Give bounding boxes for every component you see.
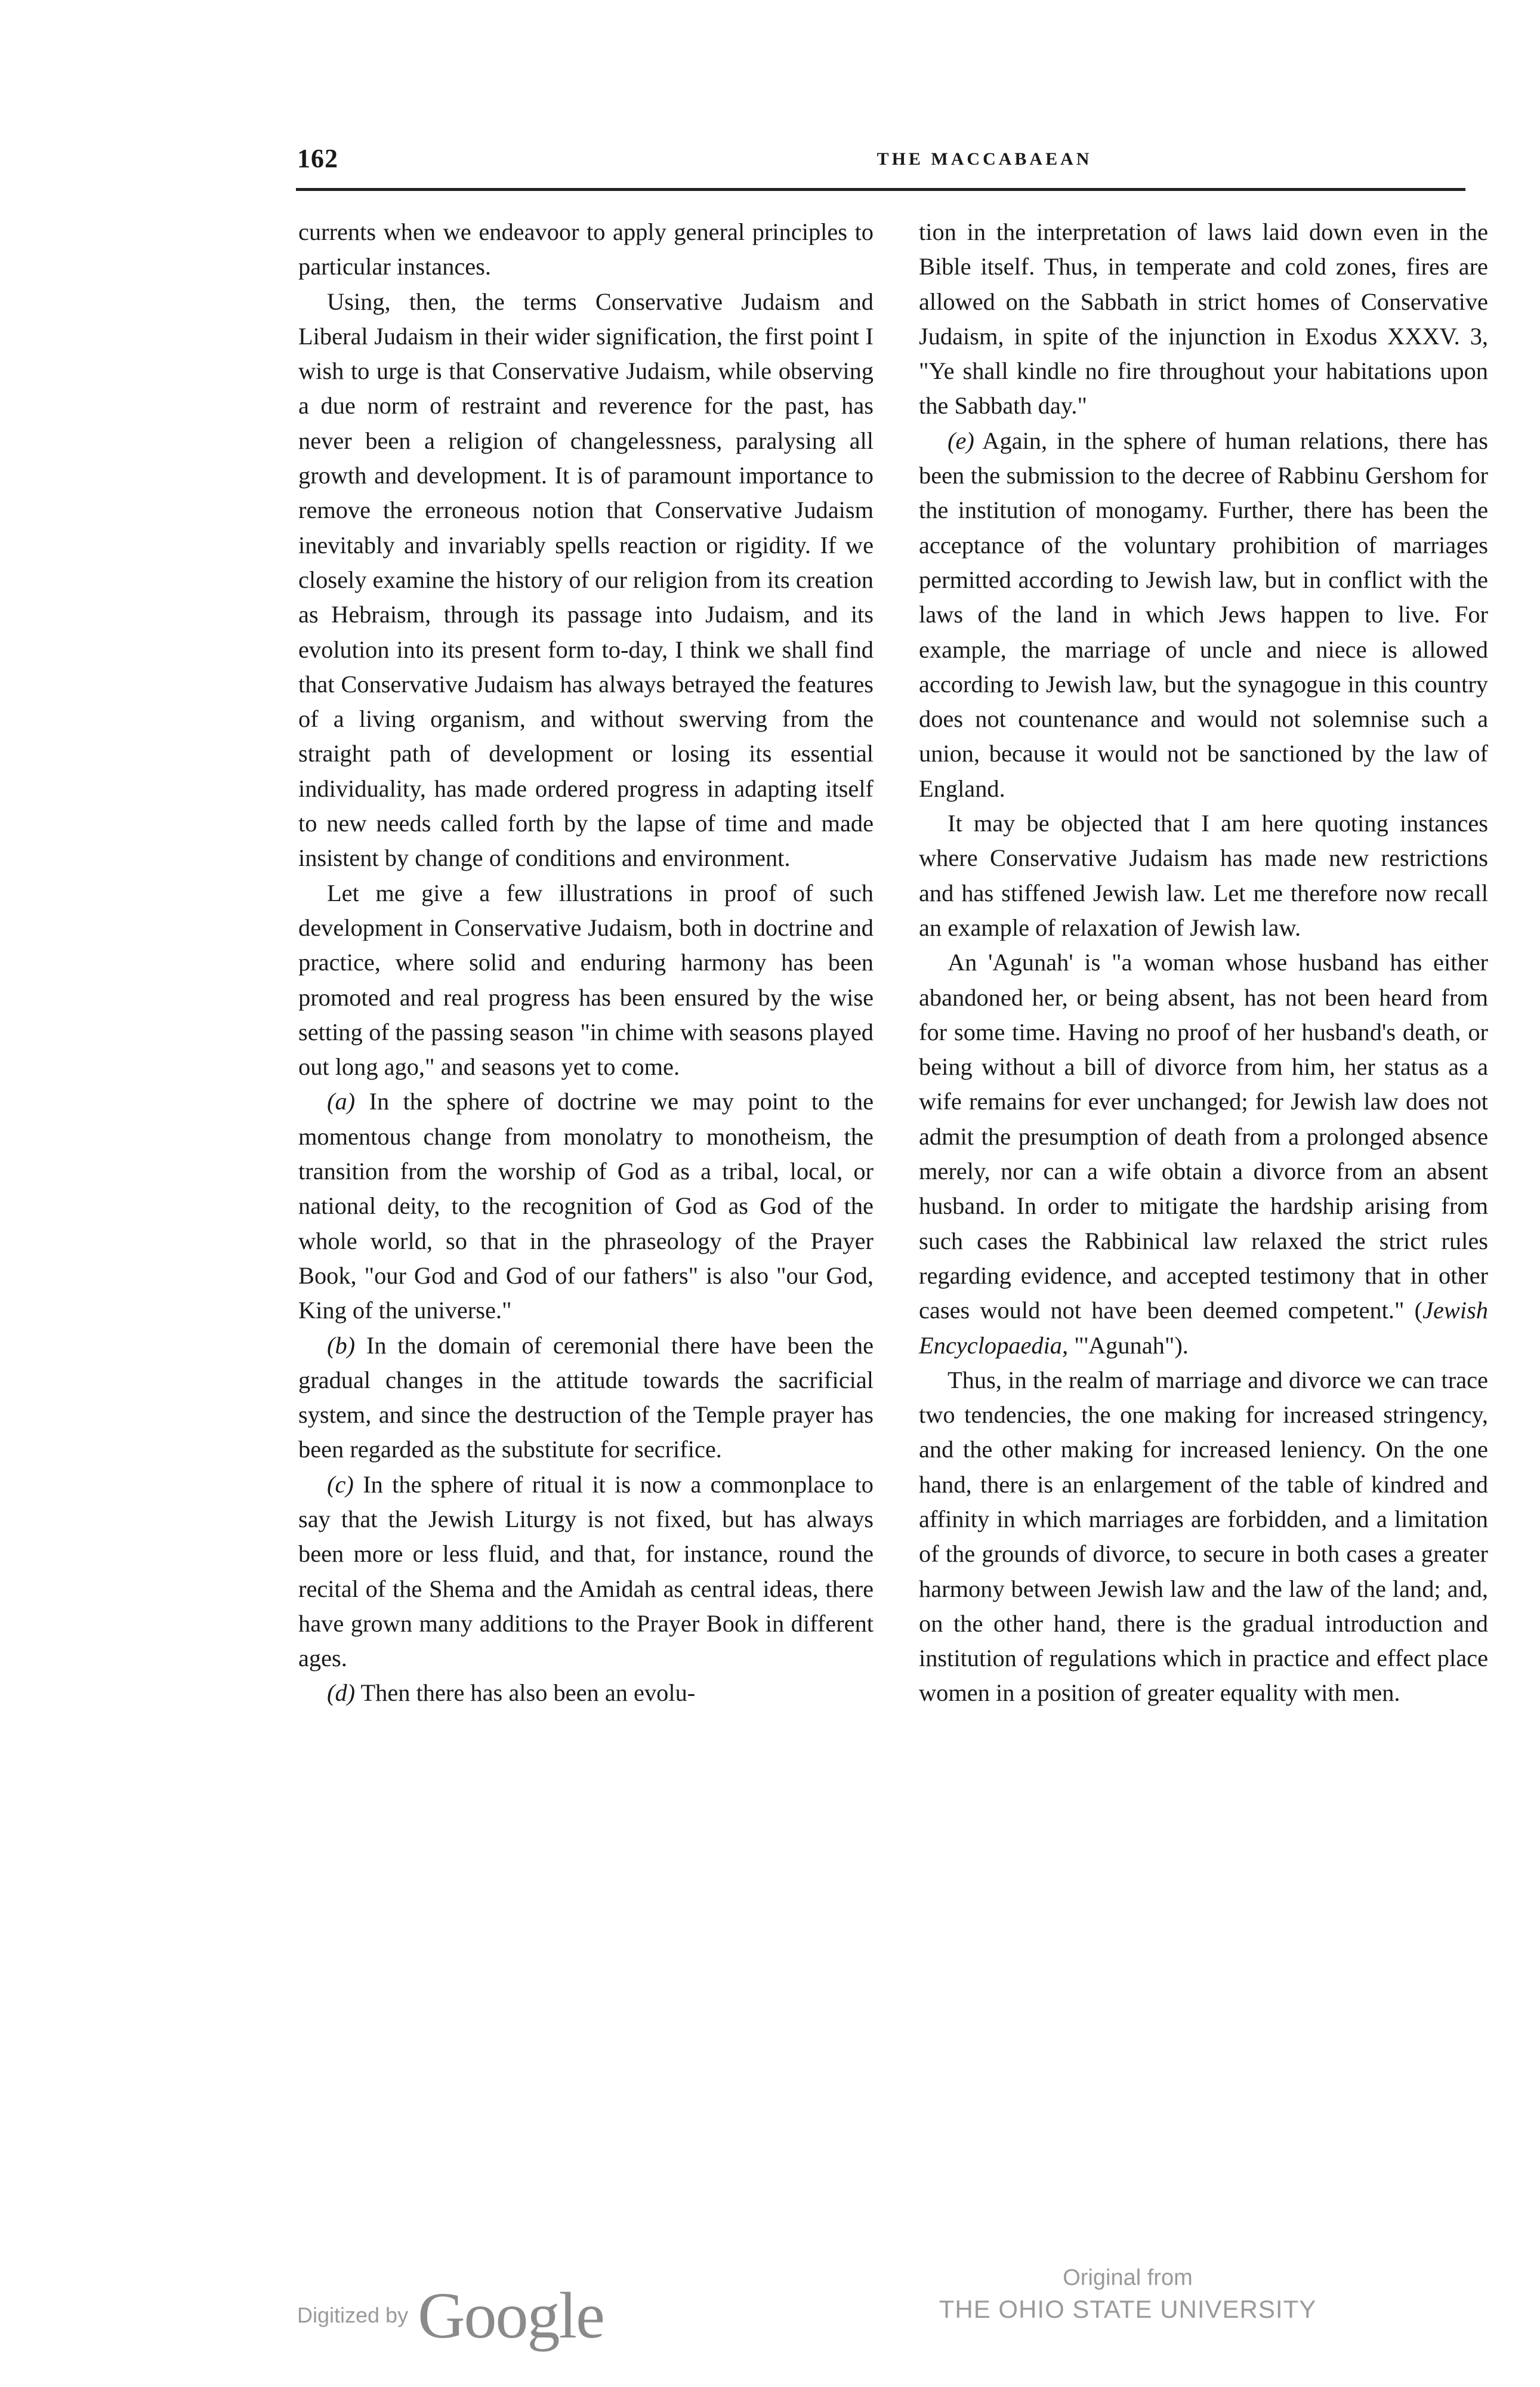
- paragraph: [298, 1328, 874, 1467]
- paragraph-text: In the domain of ceremonial there have been the gradual changes in the attitude towards the sacrificial system, and since the destruction of the Temple prayer has been regarded as the substitute for secrifice.: [298, 1331, 874, 1463]
- list-marker: (b): [327, 1331, 356, 1359]
- paragraph: [298, 1676, 874, 1710]
- digitized-label: Digitized by: [297, 2303, 409, 2327]
- institution-name: THE OHIO STATE UNIVERSITY: [939, 2295, 1317, 2323]
- running-title: THE MACCABAEAN: [877, 149, 1092, 169]
- paragraph-text: In the sphere of ritual it is now a commonplace to say that the Jewish Liturgy is not fixed, but has always been more or less fluid, and that, for instance, round the recital of the Shema and the Amidah as central ideas, there have grown many additions to the Prayer Book in different ages.: [298, 1470, 874, 1672]
- original-source: [889, 2263, 1366, 2326]
- paragraph: Using, then, the terms Conservative Judaism and Liberal Judaism in their wider signification, the first point I wish to urge is that Conservative Judaism, while observing a due norm of restraint and reverence for the past, has never been a religion of changelessness, paralysing all growth and development. It is of paramount importance to remove the erroneous notion that Conservative Judaism inevitably and invariably spells reaction or rigidity. If we closely examine the history of our religion from its creation as Hebraism, through its passage into Judaism, and its evolution into its present form to-day, I think we shall find that Conservative Judaism has always betrayed the features of a living organism, and without swerving from the straight path of development or losing its essential individuality, has made ordered progress in adapting itself to new needs called forth by the lapse of time and made insistent by change of conditions and environment.: [298, 288, 874, 872]
- list-marker: (d): [327, 1679, 356, 1707]
- list-marker: (a): [327, 1088, 356, 1115]
- google-logo: Google: [418, 2279, 604, 2352]
- paragraph: Thus, in the realm of marriage and divorce we can trace two tendencies, the one making for increased stringency, and the other making for increased leniency. On the one hand, there is an enlargement of the table of kindred and affinity in which marriages are forbidden, and a limitation of the grounds of divorce, to secure in both cases a greater harmony between Jewish law and the law of the land; and, on the other hand, there is the gradual introduction and institution of regulations which in practice and effect place women in a position of greater equality with men.: [919, 1366, 1488, 1707]
- page-number: 162: [297, 144, 338, 173]
- paragraph: [298, 1084, 874, 1328]
- left-column: [298, 215, 874, 1711]
- list-marker: (c): [327, 1470, 354, 1498]
- paragraph-text: Then there has also been an evolu-: [355, 1679, 696, 1707]
- paragraph-text: "'Agunah").: [1068, 1331, 1189, 1359]
- paragraph: tion in the interpretation of laws laid down even in the Bible itself. Thus, in temperate and cold zones, fires are allowed on the Sabbath in strict homes of Conservative Judaism, in spite of the injunction in Exodus XXXV. 3, "Ye shall kindle no fire throughout your habitations upon the Sabbath day.": [919, 218, 1488, 420]
- digitized-by: [297, 2279, 604, 2352]
- list-marker: (e): [948, 427, 974, 454]
- paragraph-text: In the sphere of doctrine we may point to the momentous change from monolatry to monotheism, the transition from the worship of God as a tribal, local, or national deity, to the recognition of God as God of the whole world, so that in the phraseology of the Prayer Book, "our God and God of our fathers" is also "our God, King of the universe.": [298, 1088, 874, 1324]
- paragraph: Let me give a few illustrations in proof of such development in Conservative Judaism, both in doctrine and practice, where solid and enduring harmony has been promoted and real progress has been ensured by the wise setting of the passing season "in chime with seasons played out long ago," and seasons yet to come.: [298, 879, 874, 1081]
- paragraph-text: An 'Agunah' is "a woman whose husband has either abandoned her, or being absent, has not been heard from for some time. Having no proof of her husband's death, or being without a bill of divorce from him, her status as a wife remains for ever unchanged; for Jewish law does not admit the presumption of death from a prolonged absence merely, nor can a wife obtain a divorce from an absent husband. In order to mitigate the hardship arising from such cases the Rabbinical law relaxed the strict rules regarding evidence, and accepted testimony that in other cases would not have been deemed competent." (: [919, 949, 1488, 1324]
- paragraph: It may be objected that I am here quoting instances where Conservative Judaism has made new restrictions and has stiffened Jewish law. Let me therefore now recall an example of relaxation of Jewish law.: [919, 810, 1488, 941]
- paragraph: currents when we endeavoor to apply general principles to particular instances.: [298, 218, 874, 280]
- paragraph: [919, 945, 1488, 1363]
- original-from-label: Original from: [1063, 2265, 1193, 2290]
- right-column: [919, 215, 1488, 1711]
- paragraph: [298, 1467, 874, 1676]
- paragraph-text: Again, in the sphere of human relations, there has been the submission to the decree of Rabbinu Gershom for the institution of monogamy. Further, there has been the acceptance of the voluntary prohibition of marriages permitted according to Jewish law, but in conflict with the laws of the land in which Jews happen to live. For example, the marriage of uncle and niece is allowed according to Jewish law, but the synagogue in this country does not countenance and would not solemnise such a union, because it would not be sanctioned by the law of England.: [919, 427, 1488, 802]
- header-rule: [296, 188, 1465, 191]
- paragraph: [919, 424, 1488, 806]
- citation: Jewish Encyclopaedia,: [919, 1297, 1488, 1359]
